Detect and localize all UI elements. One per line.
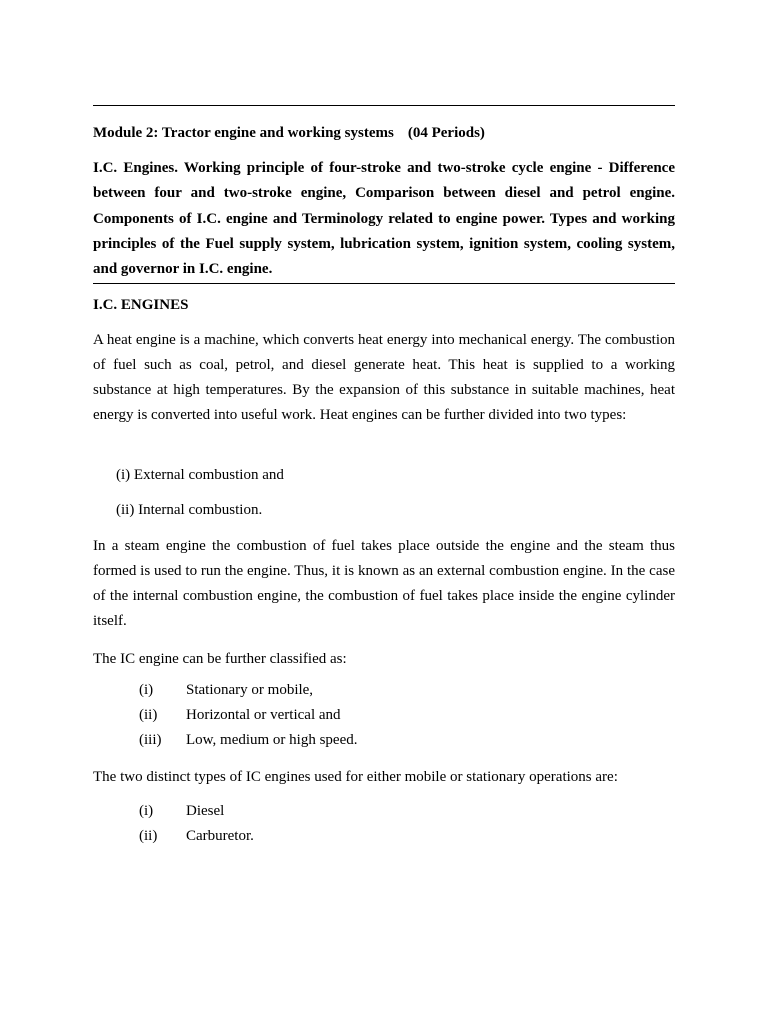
module-periods: (04 Periods) xyxy=(407,125,485,141)
list-number: (ii) xyxy=(139,707,158,723)
classification-list xyxy=(139,681,659,756)
intro-paragraph: A heat engine is a machine, which converts heat energy into mechanical energy. The combustion of fuel such as coal, petrol, and diesel generate heat. This heat is supplied to a working substance at high temperatures. By the expansion of this substance in suitable machines, heat energy is converted into useful work. Heat engines can be further divided into two types: xyxy=(93,332,675,423)
section-heading: I.C. ENGINES xyxy=(93,297,189,313)
list-item: (ii) Internal combustion. xyxy=(116,502,263,518)
classification-intro: The IC engine can be further classified as: xyxy=(93,651,347,667)
list-number: (i) xyxy=(139,803,154,819)
module-heading xyxy=(93,124,485,142)
list-text: Carburetor. xyxy=(186,828,254,844)
module-title: Module 2: Tractor engine and working systems xyxy=(93,125,394,141)
list-item xyxy=(139,827,659,852)
list-text: Low, medium or high speed. xyxy=(186,732,358,748)
list-number: (ii) xyxy=(139,828,158,844)
list-item: (i) External combustion and xyxy=(116,467,284,483)
combustion-paragraph: In a steam engine the combustion of fuel takes place outside the engine and the steam thus formed is used to run the engine. Thus, it is known as an external combustion engine. In the case of the internal combustion engine, the combustion of fuel takes place inside the engine cylinder itself. xyxy=(93,538,675,629)
distinct-types-list xyxy=(139,802,659,852)
syllabus-paragraph: I.C. Engines. Working principle of four-stroke and two-stroke cycle engine - Difference between four and two-stroke engine, Comparison between diesel and petrol engine. Components of I.C. engine and Terminology related to engine power. Types and working principles of the Fuel supply system, lubrication system, ignition system, cooling system, and governor in I.C. engine. xyxy=(93,156,675,284)
list-item xyxy=(139,802,659,827)
top-rule xyxy=(93,105,675,106)
list-number: (iii) xyxy=(139,732,162,748)
list-text: Stationary or mobile, xyxy=(186,682,314,698)
list-item xyxy=(139,681,659,706)
document-page xyxy=(93,0,675,1024)
list-text: Horizontal or vertical and xyxy=(186,707,341,723)
list-item xyxy=(139,706,659,731)
list-item xyxy=(139,731,659,756)
distinct-types-intro: The two distinct types of IC engines used for either mobile or stationary operations are: xyxy=(93,769,618,785)
list-number: (i) xyxy=(139,682,154,698)
list-text: Diesel xyxy=(186,803,225,819)
